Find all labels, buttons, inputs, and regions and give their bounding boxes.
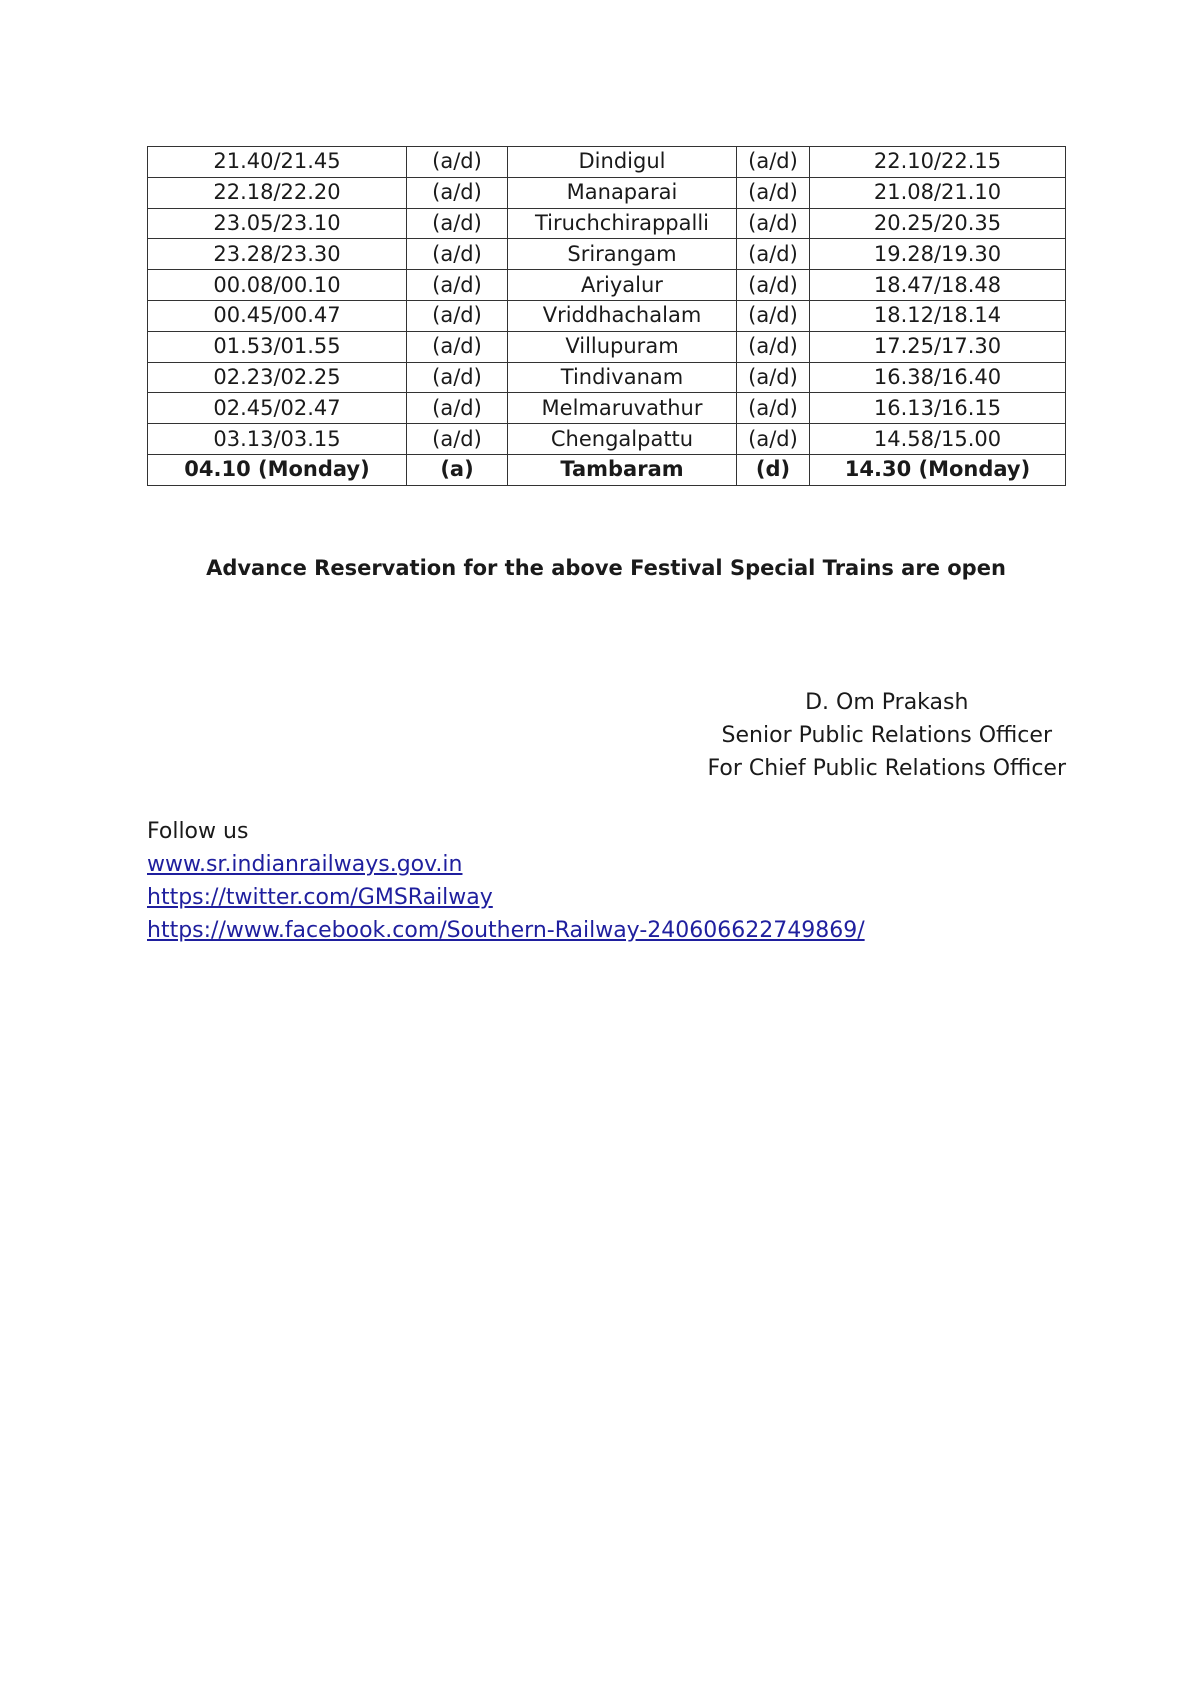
arrival-departure-time-down: 21.40/21.45 (148, 147, 407, 178)
arrival-departure-marker-down: (a/d) (407, 362, 508, 393)
arrival-departure-marker-up: (a/d) (737, 177, 810, 208)
arrival-departure-marker-up: (a/d) (737, 147, 810, 178)
arrival-departure-marker-down: (a/d) (407, 270, 508, 301)
station-name: Dindigul (508, 147, 737, 178)
arrival-departure-time-up: 21.08/21.10 (810, 177, 1066, 208)
arrival-departure-time-up: 16.13/16.15 (810, 393, 1066, 424)
station-name: Tindivanam (508, 362, 737, 393)
arrival-departure-marker-down: (a/d) (407, 177, 508, 208)
arrival-departure-marker-up: (a/d) (737, 424, 810, 455)
arrival-departure-marker-up: (a/d) (737, 362, 810, 393)
station-name: Ariyalur (508, 270, 737, 301)
table-row (148, 239, 1066, 270)
arrival-departure-marker-down: (a/d) (407, 393, 508, 424)
table-row (148, 362, 1066, 393)
arrival-departure-time-up: 22.10/22.15 (810, 147, 1066, 178)
arrival-departure-time-up: 17.25/17.30 (810, 331, 1066, 362)
arrival-departure-time-down: 01.53/01.55 (148, 331, 407, 362)
signature-block (708, 686, 1066, 785)
arrival-departure-time-up: 20.25/20.35 (810, 208, 1066, 239)
signatory-on-behalf: For Chief Public Relations Officer (707, 756, 1066, 781)
arrival-departure-time-down: 02.45/02.47 (148, 393, 407, 424)
follow-us-section (147, 815, 865, 947)
arrival-departure-marker-up: (a/d) (737, 239, 810, 270)
timetable-body (148, 147, 1066, 486)
table-row (148, 208, 1066, 239)
arrival-departure-marker-down: (a/d) (407, 208, 508, 239)
station-name: Chengalpattu (508, 424, 737, 455)
station-name: Tiruchchirappalli (508, 208, 737, 239)
arrival-departure-time-up: 14.30 (Monday) (810, 454, 1066, 485)
signatory-title: Senior Public Relations Officer (721, 723, 1052, 748)
arrival-departure-marker-up: (a/d) (737, 270, 810, 301)
timetable (147, 146, 1066, 486)
station-name: Melmaruvathur (508, 393, 737, 424)
arrival-departure-time-down: 02.23/02.25 (148, 362, 407, 393)
table-row (148, 424, 1066, 455)
table-row (148, 147, 1066, 178)
station-name: Tambaram (508, 454, 737, 485)
table-row (148, 300, 1066, 331)
twitter-link[interactable]: https://twitter.com/GMSRailway (147, 885, 493, 910)
follow-us-label: Follow us (147, 819, 249, 844)
arrival-departure-time-down: 22.18/22.20 (148, 177, 407, 208)
station-name: Manaparai (508, 177, 737, 208)
arrival-departure-time-up: 19.28/19.30 (810, 239, 1066, 270)
signatory-name: D. Om Prakash (805, 690, 969, 715)
reservation-notice: Advance Reservation for the above Festival Special Trains are open (206, 556, 1006, 580)
station-name: Vriddhachalam (508, 300, 737, 331)
arrival-departure-marker-down: (a/d) (407, 331, 508, 362)
website-link[interactable]: www.sr.indianrailways.gov.in (147, 852, 463, 877)
arrival-departure-marker-up: (a/d) (737, 300, 810, 331)
arrival-departure-time-down: 03.13/03.15 (148, 424, 407, 455)
station-name: Srirangam (508, 239, 737, 270)
table-row (148, 270, 1066, 301)
arrival-departure-marker-up: (a/d) (737, 331, 810, 362)
arrival-departure-time-up: 18.47/18.48 (810, 270, 1066, 301)
arrival-departure-marker-down: (a/d) (407, 424, 508, 455)
arrival-departure-time-up: 16.38/16.40 (810, 362, 1066, 393)
arrival-departure-marker-down: (a/d) (407, 239, 508, 270)
table-row (148, 454, 1066, 485)
arrival-departure-time-down: 23.28/23.30 (148, 239, 407, 270)
arrival-departure-marker-down: (a/d) (407, 147, 508, 178)
station-name: Villupuram (508, 331, 737, 362)
arrival-departure-marker-up: (a/d) (737, 393, 810, 424)
arrival-departure-marker-up: (a/d) (737, 208, 810, 239)
arrival-departure-time-down: 00.08/00.10 (148, 270, 407, 301)
arrival-departure-time-up: 18.12/18.14 (810, 300, 1066, 331)
arrival-departure-time-down: 23.05/23.10 (148, 208, 407, 239)
table-row (148, 177, 1066, 208)
arrival-departure-time-up: 14.58/15.00 (810, 424, 1066, 455)
table-row (148, 393, 1066, 424)
table-row (148, 331, 1066, 362)
arrival-departure-marker-down: (a/d) (407, 300, 508, 331)
facebook-link[interactable]: https://www.facebook.com/Southern-Railway-240606622749869/ (147, 918, 865, 943)
arrival-departure-marker-up: (d) (737, 454, 810, 485)
arrival-departure-time-down: 04.10 (Monday) (148, 454, 407, 485)
arrival-departure-marker-down: (a) (407, 454, 508, 485)
arrival-departure-time-down: 00.45/00.47 (148, 300, 407, 331)
